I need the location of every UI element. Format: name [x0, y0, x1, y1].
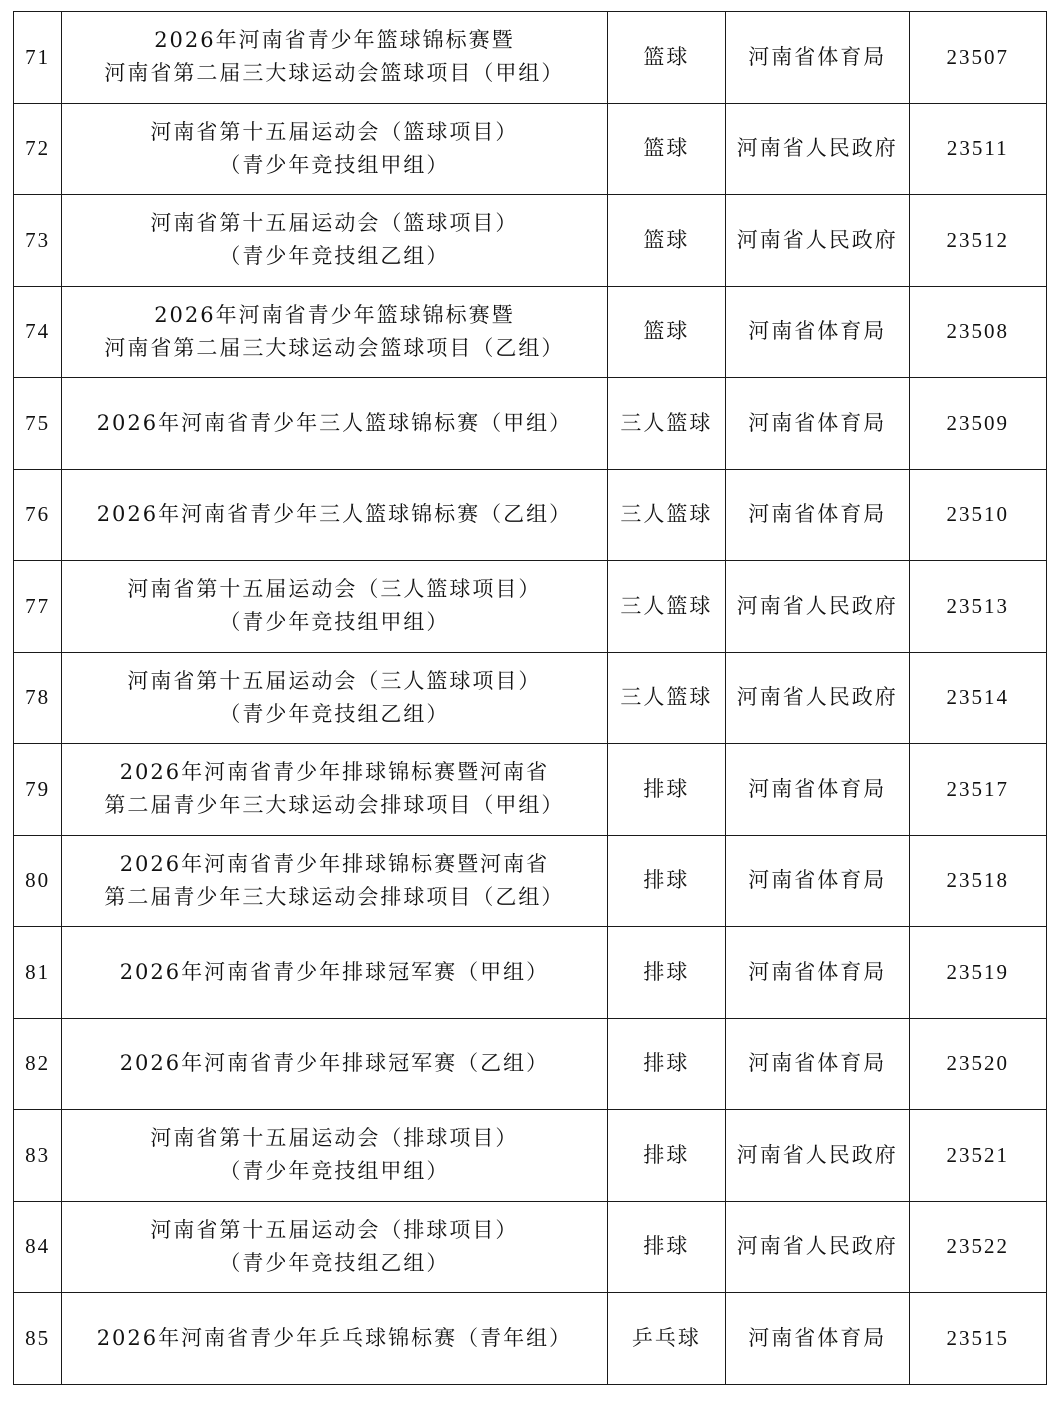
event-code: 23518 [909, 835, 1046, 927]
organizer: 河南省体育局 [726, 469, 910, 561]
sport: 篮球 [607, 286, 725, 378]
competition-name [62, 1018, 608, 1110]
competition-name-line: 河南省第十五届运动会（篮球项目） [150, 119, 519, 144]
table-row [14, 1110, 1047, 1202]
organizer: 河南省体育局 [726, 744, 910, 836]
row-number: 78 [14, 652, 62, 744]
competition-name [62, 927, 608, 1019]
table-row [14, 195, 1047, 287]
table-row [14, 103, 1047, 195]
competition-name-line: 河南省第二届三大球运动会篮球项目（乙组） [104, 335, 565, 360]
competition-name [62, 652, 608, 744]
table-row [14, 561, 1047, 653]
competition-name [62, 195, 608, 287]
competition-name-line: （青少年竞技组乙组） [219, 701, 450, 726]
competition-name [62, 286, 608, 378]
competition-name [62, 744, 608, 836]
organizer: 河南省体育局 [726, 378, 910, 470]
organizer: 河南省人民政府 [726, 103, 910, 195]
competition-name-line: 2026年河南省青少年排球冠军赛（乙组） [119, 1051, 550, 1076]
sport: 排球 [607, 1110, 725, 1202]
competition-name-line: 2026年河南省青少年排球锦标赛暨河南省 [119, 760, 550, 785]
event-code: 23509 [909, 378, 1046, 470]
competition-name-line: 河南省第十五届运动会（排球项目） [150, 1217, 519, 1242]
competition-name [62, 1293, 608, 1385]
competition-name-line: 2026年河南省青少年排球冠军赛（甲组） [119, 959, 550, 984]
table-row [14, 927, 1047, 1019]
event-code: 23521 [909, 1110, 1046, 1202]
row-number: 74 [14, 286, 62, 378]
table-row [14, 1201, 1047, 1293]
organizer: 河南省体育局 [726, 835, 910, 927]
row-number: 73 [14, 195, 62, 287]
organizer: 河南省体育局 [726, 1018, 910, 1110]
event-code: 23513 [909, 561, 1046, 653]
competition-name-line: 2026年河南省青少年三人篮球锦标赛（甲组） [96, 410, 573, 435]
competition-name-line: （青少年竞技组甲组） [219, 610, 450, 635]
sport: 三人篮球 [607, 652, 725, 744]
competition-name-line: （青少年竞技组甲组） [219, 1159, 450, 1184]
table-row [14, 469, 1047, 561]
organizer: 河南省体育局 [726, 12, 910, 104]
organizer: 河南省人民政府 [726, 195, 910, 287]
table-row [14, 12, 1047, 104]
competition-name-line: 河南省第十五届运动会（三人篮球项目） [127, 668, 542, 693]
row-number: 83 [14, 1110, 62, 1202]
table-row [14, 286, 1047, 378]
sport: 三人篮球 [607, 561, 725, 653]
organizer: 河南省人民政府 [726, 652, 910, 744]
sport: 三人篮球 [607, 469, 725, 561]
row-number: 72 [14, 103, 62, 195]
organizer: 河南省人民政府 [726, 561, 910, 653]
event-code: 23508 [909, 286, 1046, 378]
competition-name-line: 2026年河南省青少年篮球锦标赛暨 [154, 302, 515, 327]
competition-name-line: 第二届青少年三大球运动会排球项目（甲组） [104, 793, 565, 818]
row-number: 79 [14, 744, 62, 836]
competition-name-line: （青少年竞技组乙组） [219, 1250, 450, 1275]
competition-name [62, 378, 608, 470]
event-code: 23519 [909, 927, 1046, 1019]
sport: 排球 [607, 1018, 725, 1110]
competition-name-line: 河南省第十五届运动会（三人篮球项目） [127, 577, 542, 602]
row-number: 80 [14, 835, 62, 927]
sport: 三人篮球 [607, 378, 725, 470]
row-number: 82 [14, 1018, 62, 1110]
sport: 篮球 [607, 103, 725, 195]
competition-name-line: 河南省第十五届运动会（排球项目） [150, 1126, 519, 1151]
row-number: 84 [14, 1201, 62, 1293]
sport: 排球 [607, 835, 725, 927]
table-row [14, 1018, 1047, 1110]
competition-name [62, 469, 608, 561]
competition-name-line: 2026年河南省青少年三人篮球锦标赛（乙组） [96, 502, 573, 527]
row-number: 77 [14, 561, 62, 653]
competition-name [62, 1201, 608, 1293]
row-number: 76 [14, 469, 62, 561]
sport: 排球 [607, 927, 725, 1019]
competition-name-line: 河南省第二届三大球运动会篮球项目（甲组） [104, 61, 565, 86]
table-row [14, 744, 1047, 836]
event-code: 23507 [909, 12, 1046, 104]
competition-name [62, 835, 608, 927]
competition-name [62, 12, 608, 104]
event-code: 23510 [909, 469, 1046, 561]
row-number: 75 [14, 378, 62, 470]
sport: 篮球 [607, 195, 725, 287]
table-row [14, 652, 1047, 744]
competition-name [62, 103, 608, 195]
competition-name-line: （青少年竞技组甲组） [219, 152, 450, 177]
competition-name-line: （青少年竞技组乙组） [219, 244, 450, 269]
organizer: 河南省体育局 [726, 927, 910, 1019]
competition-name [62, 1110, 608, 1202]
event-code: 23515 [909, 1293, 1046, 1385]
table-row [14, 835, 1047, 927]
sport: 篮球 [607, 12, 725, 104]
sport: 排球 [607, 1201, 725, 1293]
row-number: 71 [14, 12, 62, 104]
sport: 排球 [607, 744, 725, 836]
row-number: 81 [14, 927, 62, 1019]
row-number: 85 [14, 1293, 62, 1385]
event-code: 23511 [909, 103, 1046, 195]
organizer: 河南省体育局 [726, 1293, 910, 1385]
event-code: 23514 [909, 652, 1046, 744]
event-code: 23522 [909, 1201, 1046, 1293]
competition-name-line: 2026年河南省青少年乒乓球锦标赛（青年组） [96, 1325, 573, 1350]
competition-name-line: 第二届青少年三大球运动会排球项目（乙组） [104, 884, 565, 909]
event-code: 23520 [909, 1018, 1046, 1110]
event-code: 23517 [909, 744, 1046, 836]
organizer: 河南省体育局 [726, 286, 910, 378]
competition-name-line: 2026年河南省青少年排球锦标赛暨河南省 [119, 851, 550, 876]
organizer: 河南省人民政府 [726, 1201, 910, 1293]
competition-name-line: 2026年河南省青少年篮球锦标赛暨 [154, 28, 515, 53]
event-code: 23512 [909, 195, 1046, 287]
table-row [14, 1293, 1047, 1385]
sport: 乒乓球 [607, 1293, 725, 1385]
table-body [14, 12, 1047, 1385]
competition-name-line: 河南省第十五届运动会（篮球项目） [150, 211, 519, 236]
competition-name [62, 561, 608, 653]
competition-table [13, 11, 1047, 1385]
table-row [14, 378, 1047, 470]
organizer: 河南省人民政府 [726, 1110, 910, 1202]
